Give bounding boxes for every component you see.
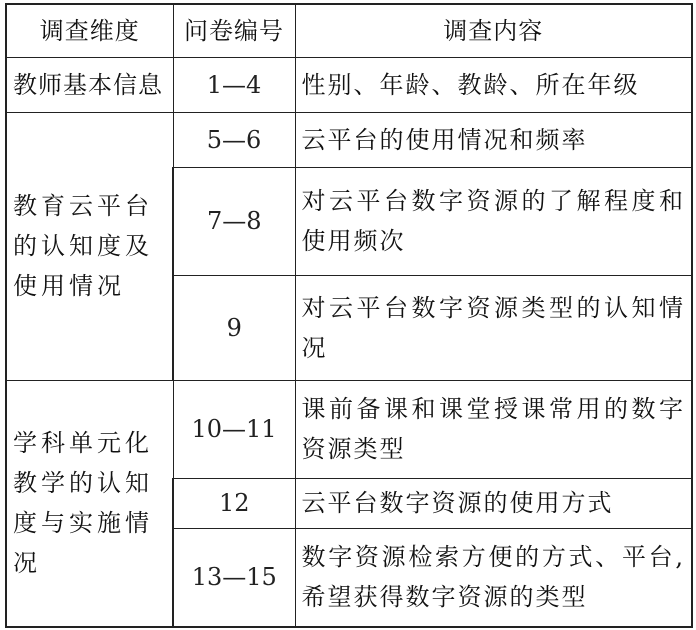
table-row — [6, 57, 692, 112]
content-cell: 云平台数字资源的使用方式 — [295, 478, 692, 528]
content-cell: 云平台的使用情况和频率 — [295, 112, 692, 167]
dimension-cell: 教育云平台的认知度及使用情况 — [6, 112, 173, 380]
content-cell: 课前备课和课堂授课常用的数字资源类型 — [295, 380, 692, 478]
dimension-cell: 学科单元化教学的认知度与实施情况 — [6, 380, 173, 627]
question-number-cell: 13—15 — [173, 528, 295, 627]
header-dimension: 调查维度 — [6, 4, 173, 57]
question-number-cell: 7—8 — [173, 167, 295, 275]
question-number-cell: 12 — [173, 478, 295, 528]
dimension-cell: 教师基本信息 — [6, 57, 173, 112]
content-cell: 对云平台数字资源类型的认知情况 — [295, 275, 692, 380]
table-row — [6, 380, 692, 478]
content-cell: 对云平台数字资源的了解程度和使用频次 — [295, 167, 692, 275]
header-row — [6, 4, 692, 57]
table-row — [6, 112, 692, 167]
survey-dimension-table — [5, 3, 693, 628]
question-number-cell: 9 — [173, 275, 295, 380]
header-question-number: 问卷编号 — [173, 4, 295, 57]
question-number-cell: 10—11 — [173, 380, 295, 478]
question-number-cell: 1—4 — [173, 57, 295, 112]
content-cell: 性别、年龄、教龄、所在年级 — [295, 57, 692, 112]
header-content: 调查内容 — [295, 4, 692, 57]
question-number-cell: 5—6 — [173, 112, 295, 167]
content-cell: 数字资源检索方便的方式、平台,希望获得数字资源的类型 — [295, 528, 692, 627]
